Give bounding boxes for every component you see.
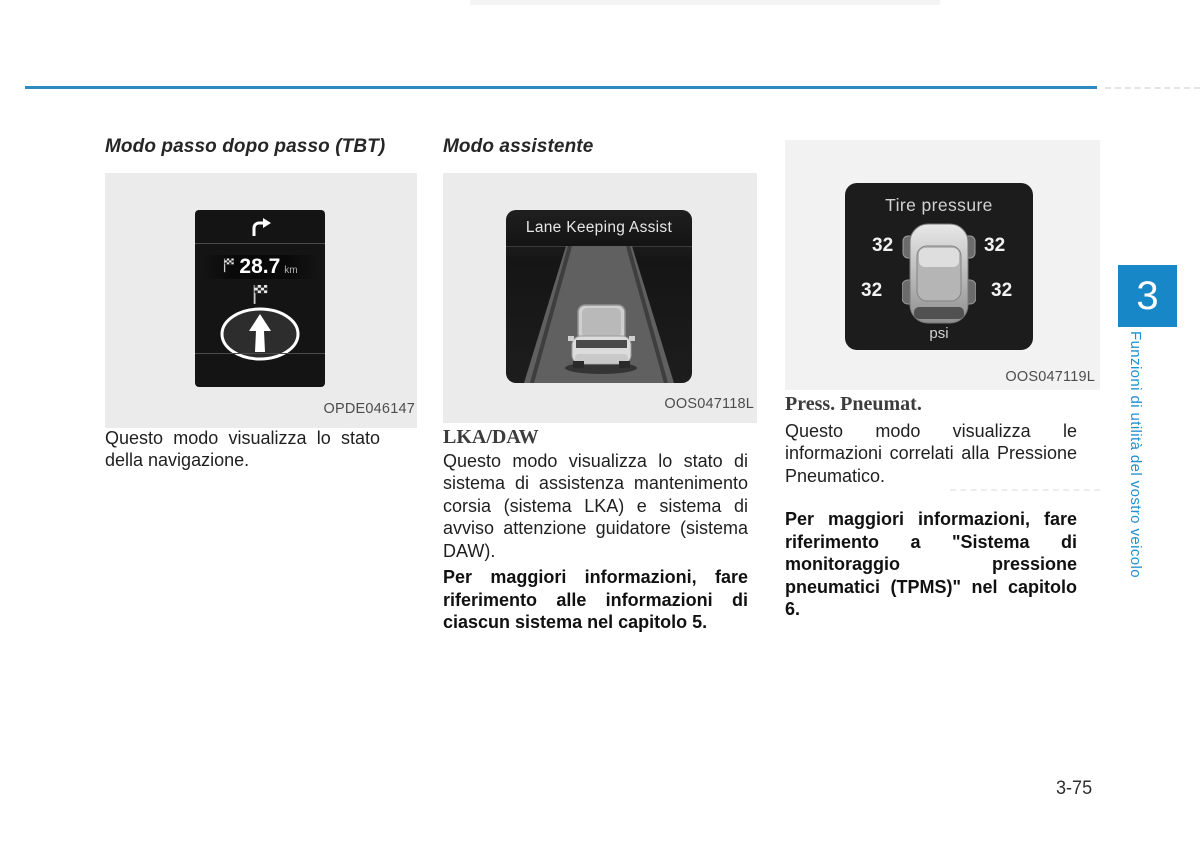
figure-caption: OPDE046147 (323, 401, 415, 417)
lka-cluster-screen (506, 210, 692, 383)
column1-figure (105, 173, 417, 428)
column3-body: Questo modo visualizza le informazioni correlati alla Pressione Pneumatico. (785, 421, 1077, 486)
column3-subheading: Press. Pneumat. (785, 393, 922, 415)
column2-heading: Modo assistente (443, 136, 594, 157)
column2-body: Questo modo visualizza lo stato di sistema di assistenza mantenimento corsia (sistema LKA) e sistema di avviso attenzione guidatore (sistema DAW). (443, 451, 748, 561)
column1-heading: Modo passo dopo passo (TBT) (105, 136, 386, 157)
column1-body: Questo modo visualizza lo stato della navigazione. (105, 428, 380, 471)
chapter-number-tab: 3 (1118, 265, 1177, 327)
car-top-view-graphic (902, 223, 976, 327)
scan-artifact-dashes (950, 489, 1100, 491)
column2-note: Per maggiori informazioni, fare riferimento alle informazioni di ciascun sistema nel capitolo 5. (443, 567, 748, 633)
column3-figure (785, 140, 1100, 390)
pressure-front-left: 32 (872, 235, 894, 256)
pressure-rear-right: 32 (991, 280, 1013, 301)
checkered-flag-icon (222, 257, 235, 273)
pressure-unit: psi (929, 325, 949, 342)
pressure-front-right: 32 (984, 235, 1006, 256)
page-number: 3-75 (1056, 778, 1093, 799)
column2-subheading: LKA/DAW (443, 426, 539, 448)
distance-value: 28.7 (239, 255, 281, 278)
figure-caption: OOS047119L (1005, 369, 1095, 385)
distance-unit: km (284, 265, 298, 276)
lka-screen-title: Lane Keeping Assist (506, 210, 692, 247)
header-rule-faded-end (1105, 87, 1200, 89)
chapter-vertical-title: Funzioni di utilità del vostro veicolo (1127, 331, 1144, 578)
page-top-artifact (470, 0, 940, 5)
straight-ahead-icon (217, 305, 303, 363)
destination-flag-icon (251, 283, 269, 305)
pressure-rear-left: 32 (861, 280, 883, 301)
screen-divider (195, 243, 325, 244)
turn-right-icon (248, 217, 272, 237)
figure-caption: OOS047118L (664, 396, 754, 412)
tbt-cluster-screen (195, 210, 325, 387)
header-rule (25, 86, 1097, 89)
road-and-car-graphic (506, 246, 692, 383)
column2-figure (443, 173, 757, 423)
column3-note: Per maggiori informazioni, fare riferimento a "Sistema di monitoraggio pressione pneumatici (TPMS)" nel capitolo 6. (785, 509, 1077, 620)
distance-row (195, 255, 325, 279)
screen-divider (195, 353, 325, 354)
tpms-screen-title: Tire pressure (885, 195, 993, 215)
tpms-cluster-screen (845, 183, 1033, 350)
